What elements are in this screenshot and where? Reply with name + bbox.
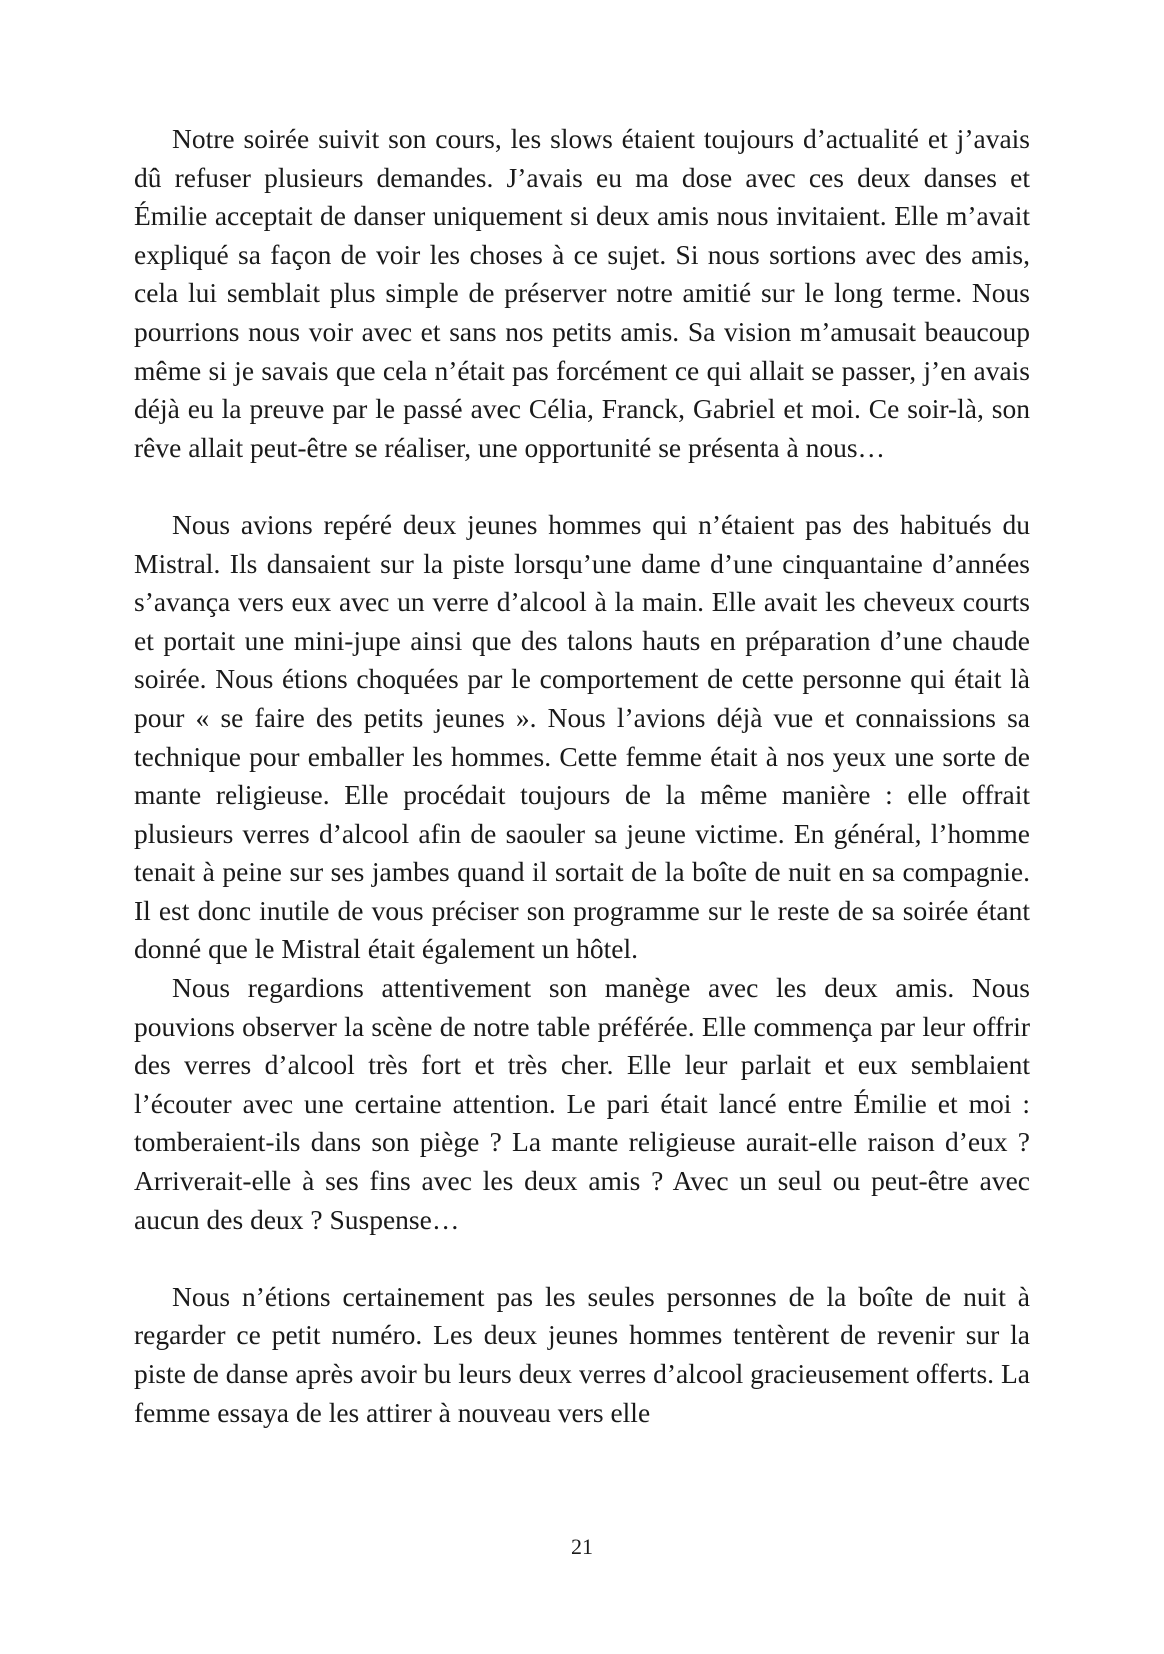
paragraph-gap bbox=[134, 467, 1030, 506]
paragraph: Nous avions repéré deux jeunes hommes qui n’étaient pas des habitués du Mistral. Ils dansaient sur la piste lorsqu’une dame d’une cinquantaine d’années s’avança vers eux avec un verre d’alcool à la main. Elle avait les cheveux courts et portait une mini-jupe ainsi que des talons hauts en préparation d’une chaude soirée. Nous étions choquées par le comportement de cette personne qui était là pour « se faire des petits jeunes ». Nous l’avions déjà vue et connaissions sa technique pour emballer les hommes. Cette femme était à nos yeux une sorte de mante religieuse. Elle procédait toujours de la même manière : elle offrait plusieurs verres d’alcool afin de saouler sa jeune victime. En général, l’homme tenait à peine sur ses jambes quand il sortait de la boîte de nuit en sa compagnie. Il est donc inutile de vous préciser son programme sur le reste de sa soirée étant donné que le Mistral était également un hôtel. bbox=[134, 508, 1030, 965]
paragraph-gap bbox=[134, 1239, 1030, 1278]
paragraph: Nous n’étions certainement pas les seules personnes de la boîte de nuit à regarder ce petit numéro. Les deux jeunes hommes tentèrent de revenir sur la piste de danse après avoir bu leurs deux verres d’alcool gracieusement offerts. La femme essaya de les attirer à nouveau vers elle bbox=[134, 1280, 1030, 1428]
paragraph: Nous regardions attentivement son manège avec les deux amis. Nous pouvions observer la scène de notre table préférée. Elle commença par leur offrir des verres d’alcool très fort et très cher. Elle leur parlait et eux semblaient l’écouter avec une certaine attention. Le pari était lancé entre Émilie et moi : tomberaient-ils dans son piège ? La mante religieuse aurait-elle raison d’eux ? Arriverait-elle à ses fins avec les deux amis ? Avec un seul ou peut-être avec aucun des deux ? Suspense… bbox=[134, 972, 1030, 1235]
page-number: 21 bbox=[571, 1534, 593, 1559]
paragraph: Notre soirée suivit son cours, les slows étaient toujours d’actualité et j’avais dû refuser plusieurs demandes. J’avais eu ma dose avec ces deux danses et Émilie acceptait de danser uniquement si deux amis nous invitaient. Elle m’avait expliqué sa façon de voir les choses à ce sujet. Si nous sortions avec des amis, cela lui semblait plus simple de préserver notre amitié sur le long terme. Nous pourrions nous voir avec et sans nos petits amis. Sa vision m’amusait beaucoup même si je savais que cela n’était pas forcément ce qui allait se passer, j’en avais déjà eu la preuve par le passé avec Célia, Franck, Gabriel et moi. Ce soir-là, son rêve allait peut-être se réaliser, une opportunité se présenta à nous… bbox=[134, 123, 1030, 463]
page-body bbox=[134, 120, 1030, 1432]
